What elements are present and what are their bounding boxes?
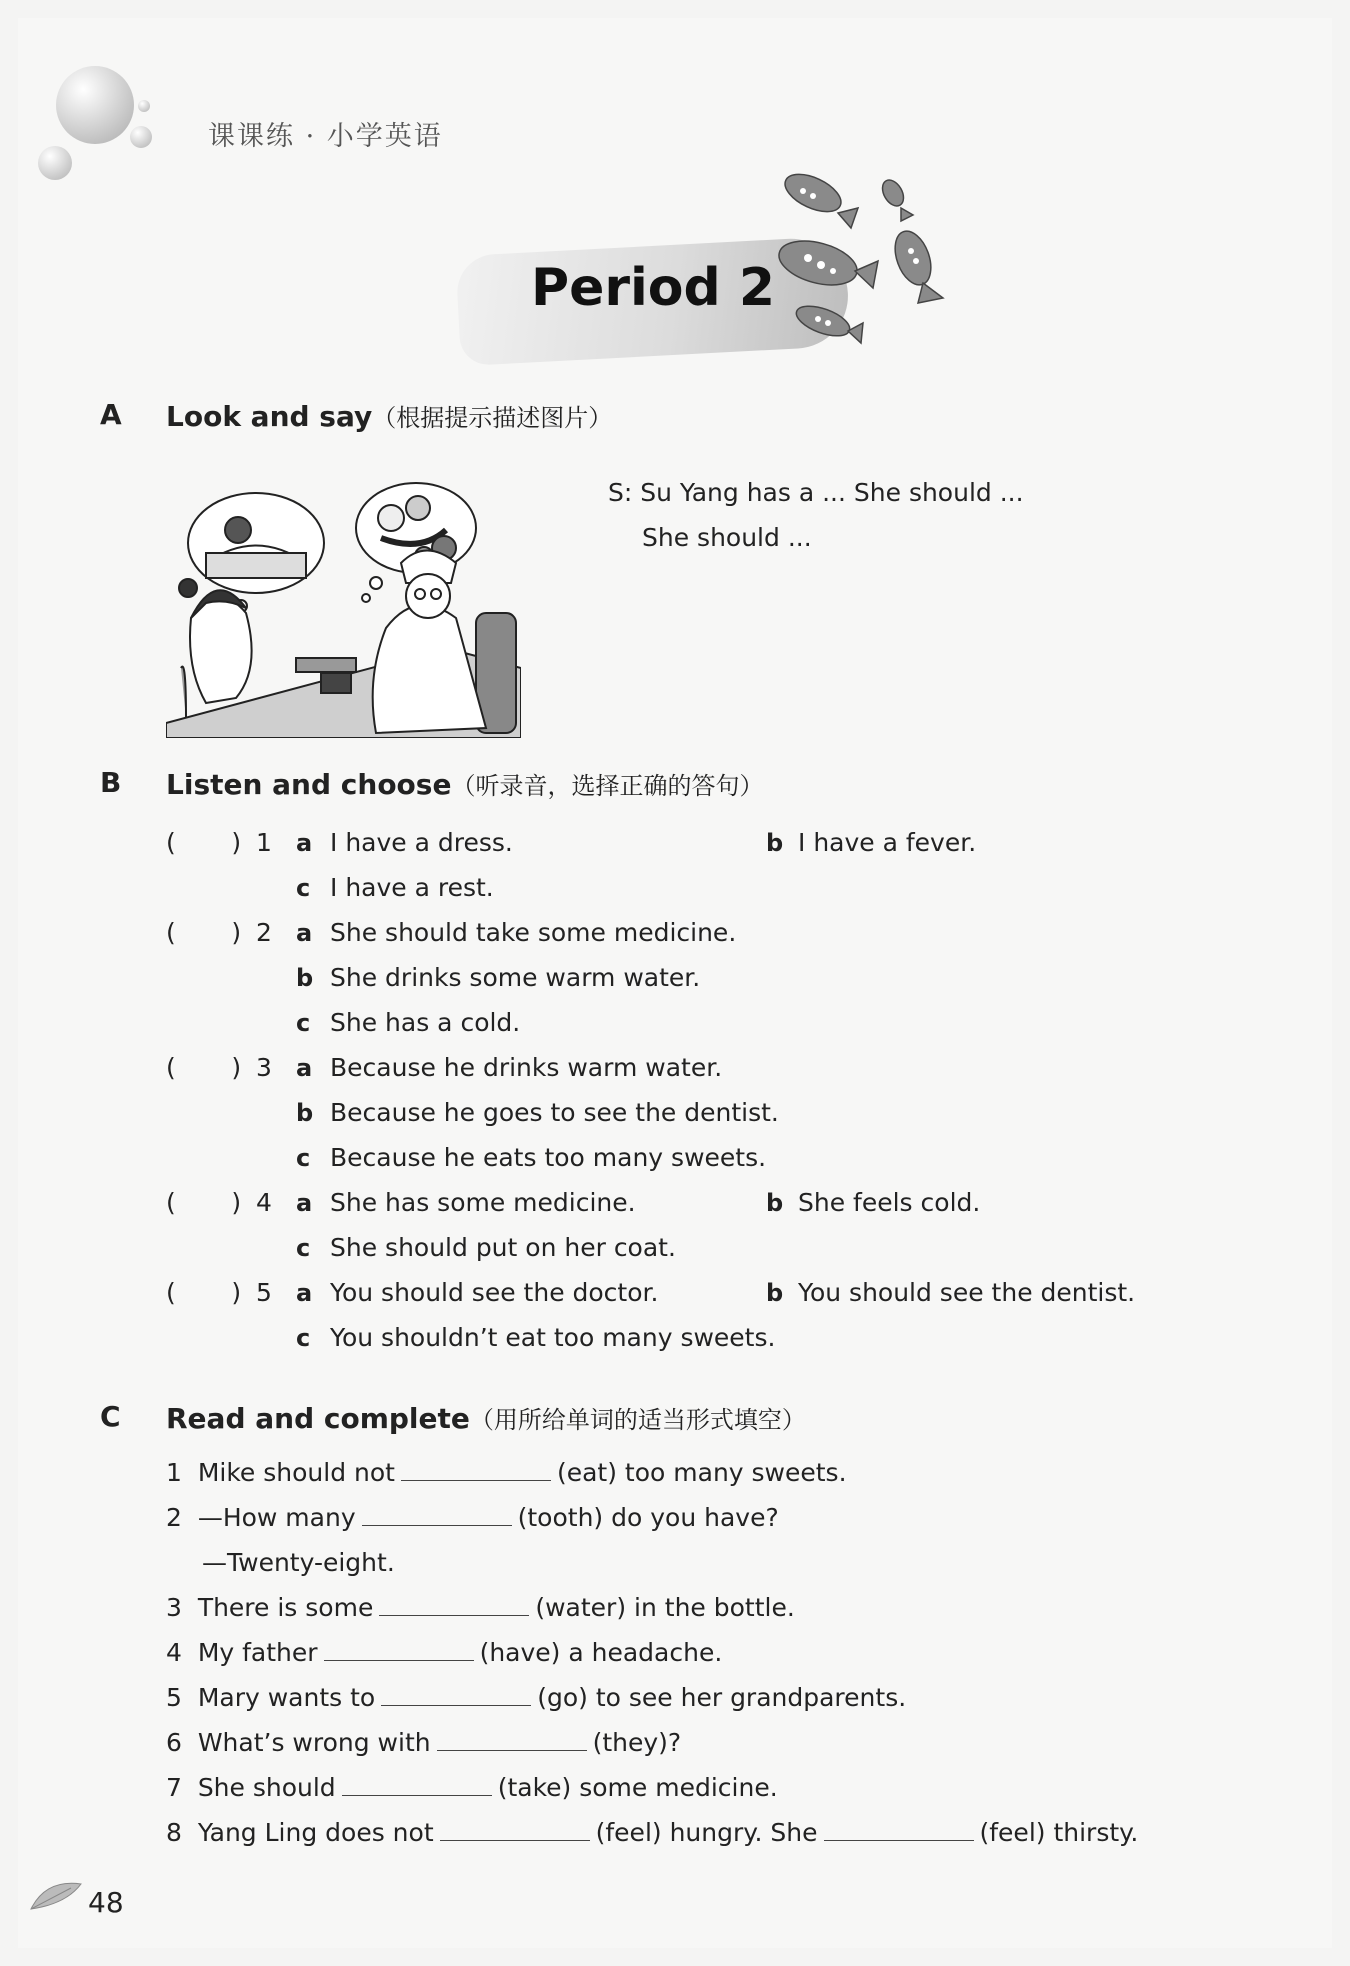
fill-item (166, 1503, 779, 1532)
item-text: (feel) thirsty. (979, 1818, 1139, 1847)
option-letter: b (296, 964, 314, 992)
fill-item (166, 1638, 722, 1667)
option-letter: b (766, 1279, 784, 1307)
option-text: I have a fever. (798, 828, 977, 857)
leaf-icon (26, 1874, 86, 1914)
option-text: Because he eats too many sweets. (330, 1143, 767, 1172)
option-letter: a (296, 829, 313, 857)
section-a-line-2: She should ... (642, 523, 812, 552)
option-letter: a (296, 1189, 313, 1217)
option-letter: a (296, 1054, 313, 1082)
item-text: —Twenty-eight. (202, 1548, 395, 1577)
question-number: 2 (256, 918, 272, 947)
item-text: (have) a headache. (479, 1638, 723, 1667)
option-text: She feels cold. (798, 1188, 981, 1217)
item-number: 5 (166, 1683, 182, 1712)
option-text: She drinks some warm water. (330, 963, 701, 992)
item-text: (take) some medicine. (497, 1773, 778, 1802)
section-a-title (166, 398, 612, 433)
section-b-title (166, 766, 763, 801)
item-text: Mary wants to (197, 1683, 376, 1712)
option-text: Because he drinks warm water. (330, 1053, 723, 1082)
fish-decoration-icon (763, 163, 963, 353)
item-number: 2 (166, 1503, 182, 1532)
item-text: What’s wrong with (197, 1728, 431, 1757)
fill-item (166, 1728, 681, 1757)
item-number: 3 (166, 1593, 182, 1622)
section-c-title (166, 1400, 806, 1435)
option-text: I have a rest. (330, 873, 494, 902)
item-number: 4 (166, 1638, 182, 1667)
item-text: (feel) hungry. She (595, 1818, 818, 1847)
answer-blank[interactable] (401, 1479, 551, 1481)
item-text: Mike should not (197, 1458, 395, 1487)
option-text: You should see the dentist. (798, 1278, 1136, 1307)
fill-item (166, 1818, 1138, 1847)
item-number: 8 (166, 1818, 182, 1847)
question-number: 3 (256, 1053, 272, 1082)
bubble-decoration (38, 146, 72, 180)
item-number: 6 (166, 1728, 182, 1757)
option-text: She has a cold. (330, 1008, 521, 1037)
question-number: 1 (256, 828, 272, 857)
item-text: (they)? (592, 1728, 682, 1757)
section-a-title-zh: （根据提示描述图片） (372, 404, 613, 432)
bubble-decoration (138, 100, 150, 112)
section-c-title-en: Read and complete (166, 1402, 470, 1435)
answer-paren[interactable]: ( ) (166, 1278, 242, 1307)
item-text: (water) in the bottle. (535, 1593, 795, 1622)
answer-paren[interactable]: ( ) (166, 1188, 242, 1217)
option-letter: c (296, 1324, 311, 1352)
item-text: (go) to see her grandparents. (537, 1683, 907, 1712)
bubble-decoration (130, 126, 152, 148)
option-letter: b (766, 1189, 784, 1217)
answer-blank[interactable] (824, 1839, 974, 1841)
item-text: (eat) too many sweets. (556, 1458, 847, 1487)
question-number: 5 (256, 1278, 272, 1307)
answer-blank[interactable] (440, 1839, 590, 1841)
section-c-title-zh: （用所给单词的适当形式填空） (469, 1406, 806, 1434)
bubble-decoration (56, 66, 134, 144)
answer-paren[interactable]: ( ) (166, 918, 242, 947)
answer-blank[interactable] (379, 1614, 529, 1616)
answer-blank[interactable] (324, 1659, 474, 1661)
answer-blank[interactable] (342, 1794, 492, 1796)
option-letter: a (296, 919, 313, 947)
option-letter: a (296, 1279, 313, 1307)
item-text: —How many (197, 1503, 356, 1532)
page-number: 48 (88, 1886, 124, 1919)
page-title: Period 2 (530, 258, 776, 318)
item-number: 7 (166, 1773, 182, 1802)
question-number: 4 (256, 1188, 272, 1217)
item-text: (tooth) do you have? (517, 1503, 779, 1532)
section-b-letter: B (100, 766, 122, 799)
option-text: You shouldn’t eat too many sweets. (330, 1323, 776, 1352)
section-b-title-zh: （听录音，选择正确的答句） (451, 772, 764, 800)
option-text: Because he goes to see the dentist. (330, 1098, 779, 1127)
item-text: My father (197, 1638, 318, 1667)
answer-blank[interactable] (381, 1704, 531, 1706)
option-letter: b (296, 1099, 314, 1127)
page (18, 18, 1332, 1948)
option-text: She should put on her coat. (330, 1233, 676, 1262)
option-text: You should see the doctor. (330, 1278, 659, 1307)
section-a-title-en: Look and say (166, 400, 373, 433)
option-letter: c (296, 874, 311, 902)
section-a-line-1: S: Su Yang has a ... She should ... (608, 478, 1024, 507)
section-b-title-en: Listen and choose (166, 768, 452, 801)
option-text: She has some medicine. (330, 1188, 636, 1217)
book-title: 课课练 · 小学英语 (208, 121, 443, 152)
section-c-letter: C (100, 1400, 121, 1433)
item-number: 1 (166, 1458, 182, 1487)
item-text: There is some (197, 1593, 374, 1622)
option-text: She should take some medicine. (330, 918, 737, 947)
option-text: I have a dress. (330, 828, 513, 857)
item-text: She should (197, 1773, 336, 1802)
item-text: Yang Ling does not (197, 1818, 434, 1847)
fill-item (166, 1773, 778, 1802)
answer-paren[interactable]: ( ) (166, 828, 242, 857)
fill-item (166, 1683, 906, 1712)
option-letter: b (766, 829, 784, 857)
doctor-illustration (166, 468, 521, 738)
option-letter: c (296, 1144, 311, 1172)
fill-item (166, 1593, 795, 1622)
answer-blank[interactable] (437, 1749, 587, 1751)
answer-paren[interactable]: ( ) (166, 1053, 242, 1082)
option-letter: c (296, 1009, 311, 1037)
section-a-letter: A (100, 398, 122, 431)
answer-blank[interactable] (362, 1524, 512, 1526)
fill-item (166, 1458, 847, 1487)
option-letter: c (296, 1234, 311, 1262)
fill-item (202, 1548, 395, 1577)
